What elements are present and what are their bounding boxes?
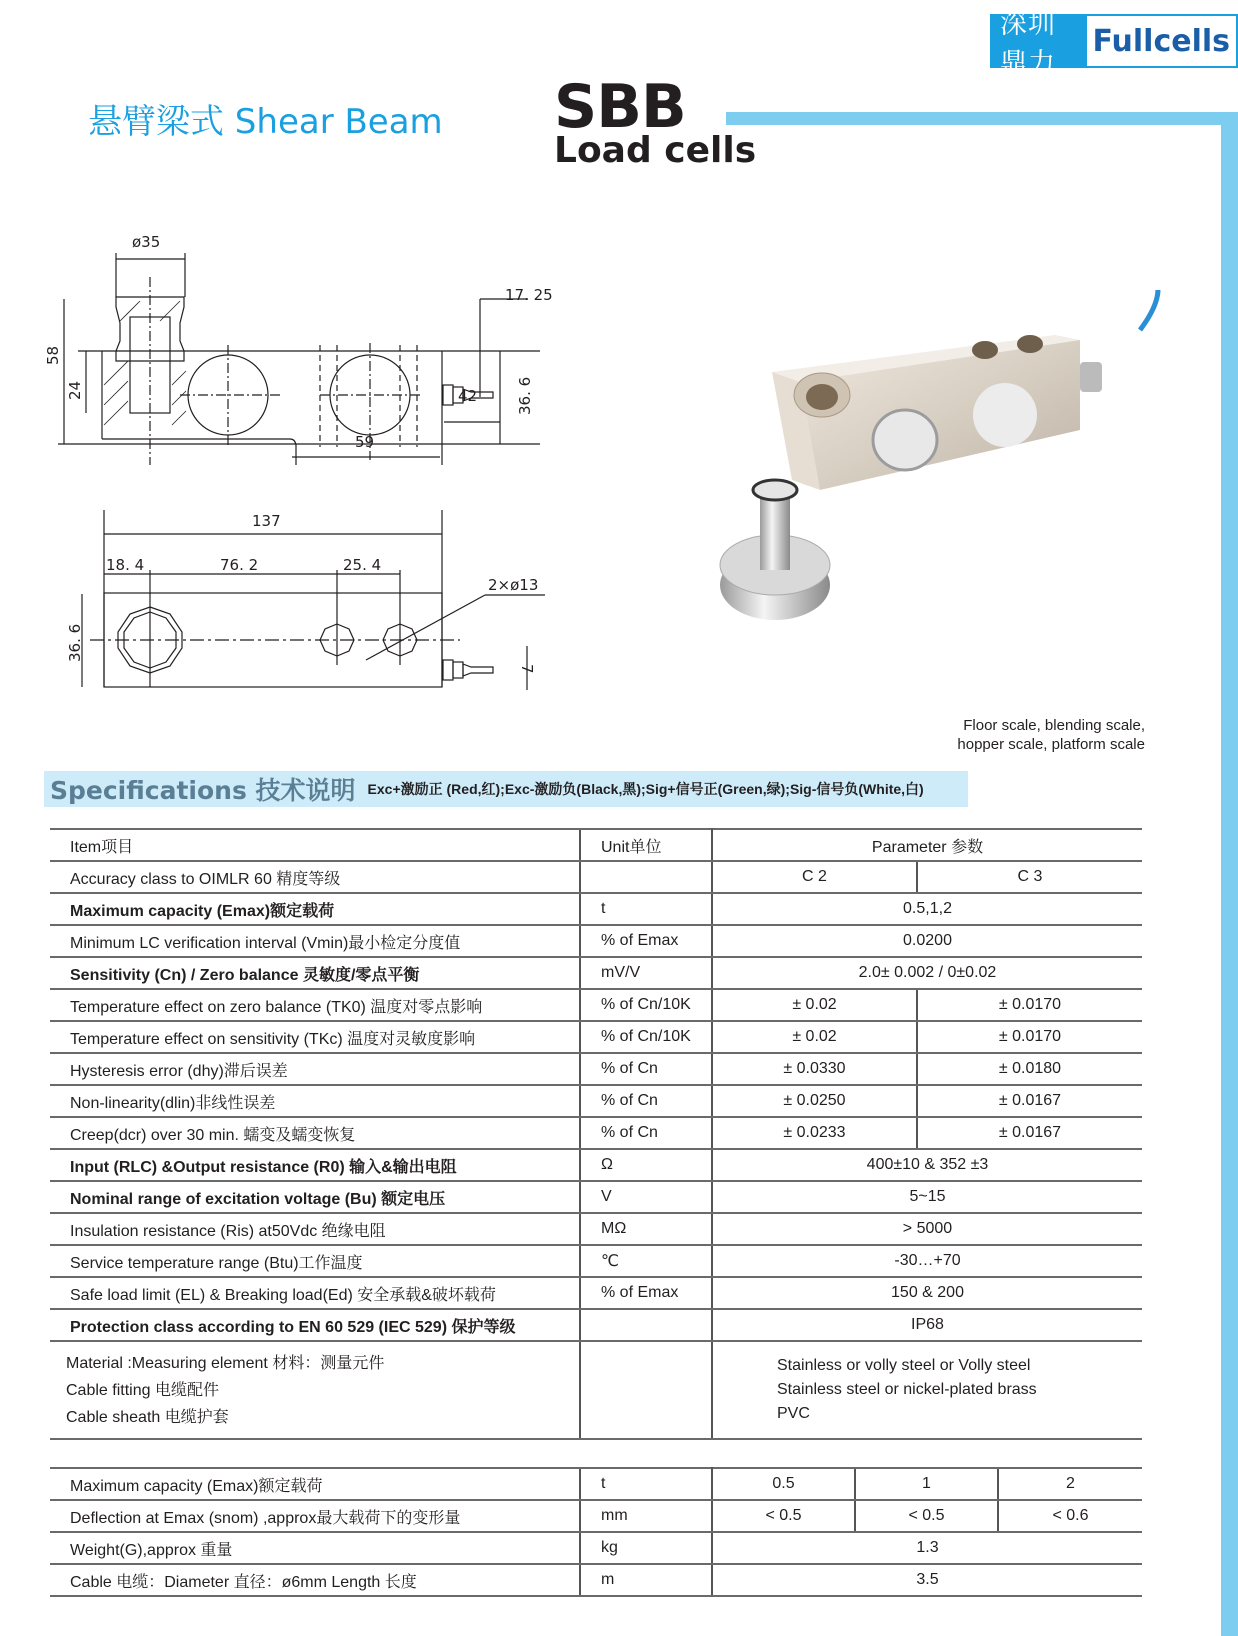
row-c3: ± 0.0167 (917, 1085, 1142, 1117)
row-value-1: 1 (855, 1468, 998, 1500)
row-item: Weight(G),approx 重量 (50, 1532, 580, 1564)
material-label-measuring: Material :Measuring element 材料：测量元件 (66, 1354, 385, 1372)
row-value-2: 2 (998, 1468, 1142, 1500)
table-row (50, 1500, 1142, 1532)
svg-text:137: 137 (252, 512, 281, 530)
row-item: Creep(dcr) over 30 min. 蠕变及蠕变恢复 (50, 1117, 580, 1149)
row-unit: MΩ (580, 1213, 712, 1245)
row-item: Insulation resistance (Ris) at50Vdc 绝缘电阻 (50, 1213, 580, 1245)
applications-text (900, 716, 1145, 754)
row-c3: C 3 (917, 861, 1142, 893)
row-c2: ± 0.0250 (712, 1085, 917, 1117)
svg-text:59: 59 (355, 433, 375, 451)
table-row (50, 1181, 1142, 1213)
row-value: 5~15 (712, 1181, 1142, 1213)
row-unit: mV/V (580, 957, 712, 989)
svg-text:24: 24 (66, 380, 84, 400)
svg-text:25. 4: 25. 4 (343, 556, 382, 574)
table-row (50, 1085, 1142, 1117)
svg-text:58: 58 (44, 345, 62, 365)
table-row (50, 1117, 1142, 1149)
brand-en-name: Fullcells (1092, 23, 1230, 59)
table-row (50, 1245, 1142, 1277)
material-label-fitting: Cable fitting 电缆配件 (66, 1381, 219, 1399)
row-value: 0.0200 (712, 925, 1142, 957)
row-c2: C 2 (712, 861, 917, 893)
table-row (50, 1021, 1142, 1053)
row-item: Deflection at Emax (snom) ,approx最大载荷下的变形量 (50, 1500, 580, 1532)
material-label-sheath: Cable sheath 电缆护套 (66, 1408, 229, 1426)
row-c2: ± 0.0330 (712, 1053, 917, 1085)
row-item: Non-linearity(dlin)非线性误差 (50, 1085, 580, 1117)
table-row (50, 1149, 1142, 1181)
row-item: Cable 电缆：Diameter 直径：ø6mm Length 长度 (50, 1564, 580, 1596)
product-type-title: Load cells (554, 130, 757, 171)
row-value: -30…+70 (712, 1245, 1142, 1277)
row-unit (580, 1309, 712, 1341)
row-item: Temperature effect on sensitivity (TKc) 温度对灵敏度影响 (50, 1021, 580, 1053)
row-item: Nominal range of excitation voltage (Bu) 额定电压 (50, 1181, 580, 1213)
row-unit: kg (580, 1532, 712, 1564)
row-c2: ± 0.02 (712, 989, 917, 1021)
row-item: Maximum capacity (Emax)额定载荷 (50, 893, 580, 925)
materials-values (712, 1341, 1142, 1439)
header-item: Item项目 (50, 829, 580, 861)
row-value: 2.0± 0.002 / 0±0.02 (712, 957, 1142, 989)
row-c2: ± 0.02 (712, 1021, 917, 1053)
brand-cn-name: 深圳鼎力 (992, 16, 1087, 66)
table-row (50, 1564, 1142, 1596)
row-unit: Ω (580, 1149, 712, 1181)
row-c3: ± 0.0180 (917, 1053, 1142, 1085)
row-value: 400±10 & 352 ±3 (712, 1149, 1142, 1181)
row-unit: % of Cn (580, 1085, 712, 1117)
row-unit: ℃ (580, 1245, 712, 1277)
materials-row (50, 1341, 1142, 1439)
table-row (50, 861, 1142, 893)
svg-text:7: 7 (518, 664, 536, 674)
row-unit: % of Cn (580, 1053, 712, 1085)
row-item: Input (RLC) &Output resistance (R0) 输入&输出电阻 (50, 1149, 580, 1181)
row-unit: mm (580, 1500, 712, 1532)
row-item: Protection class according to EN 60 529 (IEC 529) 保护等级 (50, 1309, 580, 1341)
materials-unit (580, 1341, 712, 1439)
row-unit: % of Cn/10K (580, 1021, 712, 1053)
product-photo (680, 290, 1190, 670)
row-item: Minimum LC verification interval (Vmin)最小检定分度值 (50, 925, 580, 957)
specifications-table (50, 828, 1142, 1440)
row-value: 150 & 200 (712, 1277, 1142, 1309)
row-value: IP68 (712, 1309, 1142, 1341)
capacity-table (50, 1467, 1142, 1597)
row-item: Accuracy class to OIMLR 60 精度等级 (50, 861, 580, 893)
applications-line-1: Floor scale, blending scale, (963, 717, 1145, 734)
materials-labels (50, 1341, 580, 1439)
row-unit: t (580, 1468, 712, 1500)
row-value: 1.3 (712, 1532, 1142, 1564)
svg-text:17. 25: 17. 25 (505, 286, 553, 304)
table-row (50, 925, 1142, 957)
product-category-title: 悬臂梁式 Shear Beam (88, 102, 443, 142)
row-unit: V (580, 1181, 712, 1213)
material-value-fitting: Stainless steel or nickel-plated brass (777, 1381, 1037, 1398)
row-unit: % of Cn (580, 1117, 712, 1149)
material-value-measuring: Stainless or volly steel or Volly steel (777, 1357, 1031, 1374)
material-value-sheath: PVC (777, 1405, 810, 1422)
header-unit: Unit单位 (580, 829, 712, 861)
side-view-drawing (40, 225, 580, 465)
brand-logo (990, 9, 1238, 79)
row-c3: ± 0.0170 (917, 1021, 1142, 1053)
table-header-row (50, 829, 1142, 861)
svg-text:42: 42 (458, 387, 478, 405)
row-value-2: < 0.6 (998, 1500, 1142, 1532)
row-unit (580, 861, 712, 893)
table-row (50, 957, 1142, 989)
header-parameter: Parameter 参数 (712, 829, 1142, 861)
row-unit: t (580, 893, 712, 925)
table-row (50, 1468, 1142, 1500)
row-c3: ± 0.0170 (917, 989, 1142, 1021)
wiring-legend: Exc+激励正 (Red,红);Exc-激励负(Black,黑);Sig+信号正(Green,绿);Sig-信号负(White,白) (367, 781, 924, 797)
table-row (50, 989, 1142, 1021)
row-value: 0.5,1,2 (712, 893, 1142, 925)
svg-text:18. 4: 18. 4 (106, 556, 145, 574)
svg-text:76. 2: 76. 2 (220, 556, 259, 574)
row-value: 3.5 (712, 1564, 1142, 1596)
row-value-0: 0.5 (712, 1468, 855, 1500)
row-item: Maximum capacity (Emax)额定载荷 (50, 1468, 580, 1500)
row-c3: ± 0.0167 (917, 1117, 1142, 1149)
row-item: Service temperature range (Btu)工作温度 (50, 1245, 580, 1277)
accent-bar-right (1221, 112, 1238, 1636)
applications-line-2: hopper scale, platform scale (957, 736, 1145, 753)
specifications-title: Specifications 技术说明 (50, 776, 356, 805)
svg-text:ø35: ø35 (132, 233, 161, 251)
row-item: Temperature effect on zero balance (TK0) 温度对零点影响 (50, 989, 580, 1021)
table-row (50, 1213, 1142, 1245)
accent-bar-top (726, 112, 1221, 125)
row-c2: ± 0.0233 (712, 1117, 917, 1149)
table-row (50, 1277, 1142, 1309)
row-unit: % of Emax (580, 1277, 712, 1309)
svg-text:2×ø13: 2×ø13 (488, 576, 539, 594)
row-value-0: < 0.5 (712, 1500, 855, 1532)
row-item: Safe load limit (EL) & Breaking load(Ed) 安全承载&破坏载荷 (50, 1277, 580, 1309)
row-unit: % of Emax (580, 925, 712, 957)
row-unit: m (580, 1564, 712, 1596)
svg-text:36. 6: 36. 6 (516, 376, 534, 415)
table-row (50, 1053, 1142, 1085)
table-row (50, 1532, 1142, 1564)
row-value-1: < 0.5 (855, 1500, 998, 1532)
row-item: Hysteresis error (dhy)滞后误差 (50, 1053, 580, 1085)
specifications-banner (44, 771, 968, 807)
table-row (50, 1309, 1142, 1341)
row-item: Sensitivity (Cn) / Zero balance 灵敏度/零点平衡 (50, 957, 580, 989)
row-unit: % of Cn/10K (580, 989, 712, 1021)
model-title: SBB (554, 72, 686, 142)
svg-text:36. 6: 36. 6 (66, 623, 84, 662)
table-row (50, 893, 1142, 925)
row-value: > 5000 (712, 1213, 1142, 1245)
top-view-drawing (40, 490, 580, 690)
